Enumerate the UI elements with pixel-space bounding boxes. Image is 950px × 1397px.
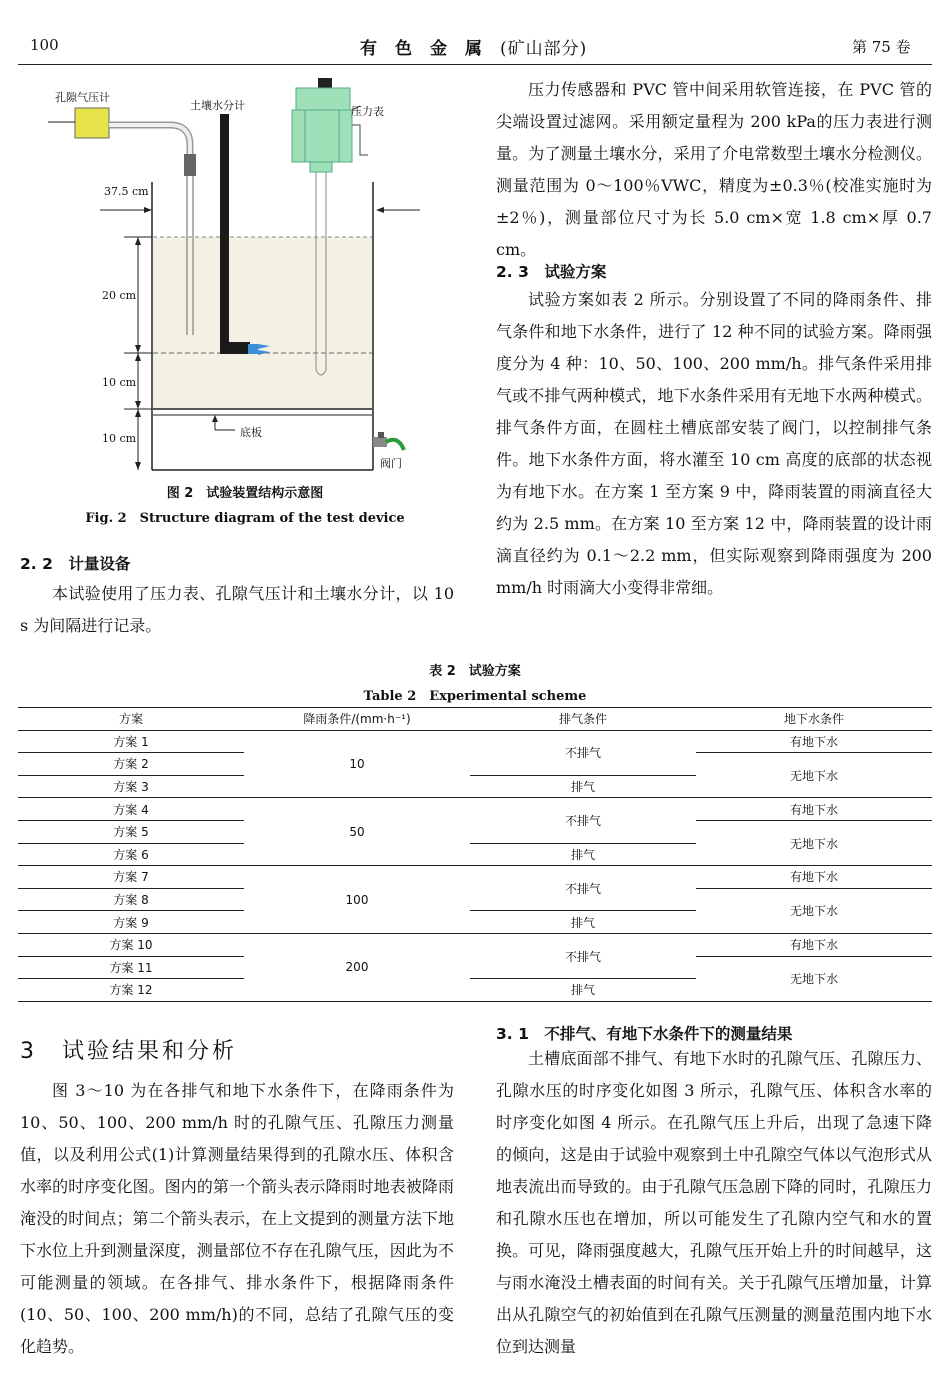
header-rule	[18, 64, 932, 65]
table-title-cn: 表 2 试验方案	[429, 664, 521, 679]
header-exhaust: 排气条件	[470, 708, 696, 731]
groundwater-cell: 有地下水	[696, 730, 932, 753]
scheme-cell: 方案 5	[18, 820, 244, 843]
exhaust-cell: 排气	[470, 911, 696, 934]
table-row	[18, 730, 932, 753]
rain-cell: 100	[244, 866, 470, 934]
exhaust-cell: 不排气	[470, 866, 696, 911]
header-rain: 降雨条件/(mm·h⁻¹)	[244, 708, 470, 731]
exhaust-cell: 不排气	[470, 933, 696, 978]
page-number: 100	[30, 36, 59, 54]
rain-cell: 10	[244, 730, 470, 798]
section-3-1-text: 土槽底面部不排气、有地下水时的孔隙气压、孔隙压力、孔隙水压的时序变化如图 3 所示，孔隙气压、体积含水率的时序变化如图 4 所示。在孔隙气压上升后，出现了急速下降的倾向，这是由于试验中观察到土中孔隙空气体以气泡形式从地表流出而导致的。由于孔隙气压急剧下降的同时，孔隙压力和孔隙水压也在增加，所以可能发生了孔隙内空气和水的置换。可见，降雨强度越大，孔隙气压开始上升的时间越早，这与雨水淹没土槽表面的时间有关。关于孔隙气压增加量，计算出从孔隙空气的初始值到在孔隙气压测量的测量范围内地下水位到达测量	[496, 1049, 932, 1356]
section-3-text: 图 3～10 为在各排气和地下水条件下，在降雨条件为 10、50、100、200 mm/h 时的孔隙气压、孔隙压力测量值，以及利用公式(1)计算测量结果得到的孔隙水压、体积含水率的时序变化图。图内的第一个箭头表示降雨时地表被降雨淹没的时间点；第二个箭头表示，在上文提到的测量方法下地下水位上升到测量深度，测量部位不存在孔隙气压，因此为不可能测量的领域。在各排气、排水条件下，根据降雨条件(10、50、100、200 mm/h)的不同，总结了孔隙气压的变化趋势。	[20, 1081, 454, 1356]
scheme-cell: 方案 8	[18, 888, 244, 911]
scheme-cell: 方案 1	[18, 730, 244, 753]
groundwater-cell: 无地下水	[696, 753, 932, 798]
scheme-cell: 方案 7	[18, 866, 244, 889]
scheme-cell: 方案 9	[18, 911, 244, 934]
groundwater-cell: 有地下水	[696, 866, 932, 889]
right-top-paragraph: 压力传感器和 PVC 管中间采用软管连接，在 PVC 管的尖端设置过滤网。采用额定量程为 200 kPa的压力表进行测量。为了测量土壤水分，采用了介电常数型土壤水分检测仪。测量范围为 0～100％VWC，精度为±0.3％(校准实施时为±2％)，测量部位尺寸为长 5.0 cm×宽 1.8 cm×厚 0.7 cm。	[496, 80, 932, 259]
journal-title	[360, 34, 587, 59]
dim-10-b: 10 cm	[102, 432, 137, 445]
groundwater-cell: 无地下水	[696, 888, 932, 933]
rain-cell: 50	[244, 798, 470, 866]
volume-label: 第 75 卷	[852, 38, 911, 56]
label-bottom-plate: 底板	[240, 426, 262, 439]
header-scheme: 方案	[18, 708, 244, 731]
exhaust-cell: 排气	[470, 843, 696, 866]
groundwater-cell: 无地下水	[696, 820, 932, 865]
journal-main-title: 有色金属	[360, 39, 500, 59]
section-3-1-title: 3. 1 不排气、有地下水条件下的测量结果	[496, 1025, 793, 1043]
scheme-cell: 方案 4	[18, 798, 244, 821]
scheme-cell: 方案 3	[18, 775, 244, 798]
exhaust-cell: 排气	[470, 775, 696, 798]
scheme-cell: 方案 10	[18, 933, 244, 956]
label-soil-moisture-meter: 土壤水分计	[190, 99, 245, 112]
groundwater-cell: 无地下水	[789, 972, 838, 987]
table-header-row	[18, 708, 932, 731]
exhaust-cell: 排气	[570, 983, 595, 998]
header-groundwater: 地下水条件	[696, 708, 932, 731]
dim-37-5: 37.5 cm	[104, 185, 149, 198]
section-2-3-title: 2. 3 试验方案	[496, 263, 607, 281]
scheme-table	[18, 707, 932, 1002]
scheme-cell: 方案 11	[18, 956, 244, 979]
label-pore-air-meter: 孔隙气压计	[55, 91, 110, 104]
scheme-cell: 方案 6	[18, 843, 244, 866]
table-row	[18, 866, 932, 889]
section-2-3-text: 试验方案如表 2 所示。分别设置了不同的降雨条件、排气条件和地下水条件，进行了 12 种不同的试验方案。降雨强度分为 4 种：10、50、100、200 mm/h。排气条件采用排气或不排气两种模式，地下水条件采用有无地下水两种模式。排气条件方面，在圆柱土槽底部安装了阀门，以控制排气条件。地下水条件方面，将水灌至 10 cm 高度的底部的状态视为有地下水。在方案 1 至方案 9 中，降雨装置的雨滴直径大约为 2.5 mm。在方案 10 至方案 12 中，降雨装置的设计雨滴直径约为 0.1～2.2 mm，但实际观察到降雨强度为 200 mm/h 时雨滴大小变得非常细。	[496, 290, 932, 597]
table-row	[18, 933, 932, 956]
dim-20: 20 cm	[102, 289, 137, 302]
rain-cell: 200	[345, 960, 369, 975]
section-2-2-text: 本试验使用了压力表、孔隙气压计和土壤水分计，以 10 s 为间隔进行记录。	[20, 584, 454, 635]
label-pressure-gauge: 压力表	[351, 105, 384, 118]
journal-subtitle: (矿山部分)	[500, 39, 588, 59]
section-2-2-title: 2. 2 计量设备	[20, 555, 131, 573]
test-device-diagram	[20, 70, 470, 480]
scheme-cell: 方案 12	[109, 983, 153, 998]
figure-caption-en: Fig. 2 Structure diagram of the test device	[85, 511, 405, 526]
table-title-en: Table 2 Experimental scheme	[363, 689, 587, 704]
exhaust-cell: 不排气	[470, 730, 696, 775]
groundwater-cell: 有地下水	[696, 933, 932, 956]
dim-10-a: 10 cm	[102, 376, 137, 389]
label-valve: 阀门	[380, 457, 402, 470]
table-row	[18, 798, 932, 821]
figure-caption-cn: 图 2 试验装置结构示意图	[166, 486, 324, 501]
scheme-cell: 方案 2	[18, 753, 244, 776]
exhaust-cell: 不排气	[470, 798, 696, 843]
section-3-title: 3 试验结果和分析	[20, 1039, 237, 1064]
groundwater-cell: 有地下水	[696, 798, 932, 821]
